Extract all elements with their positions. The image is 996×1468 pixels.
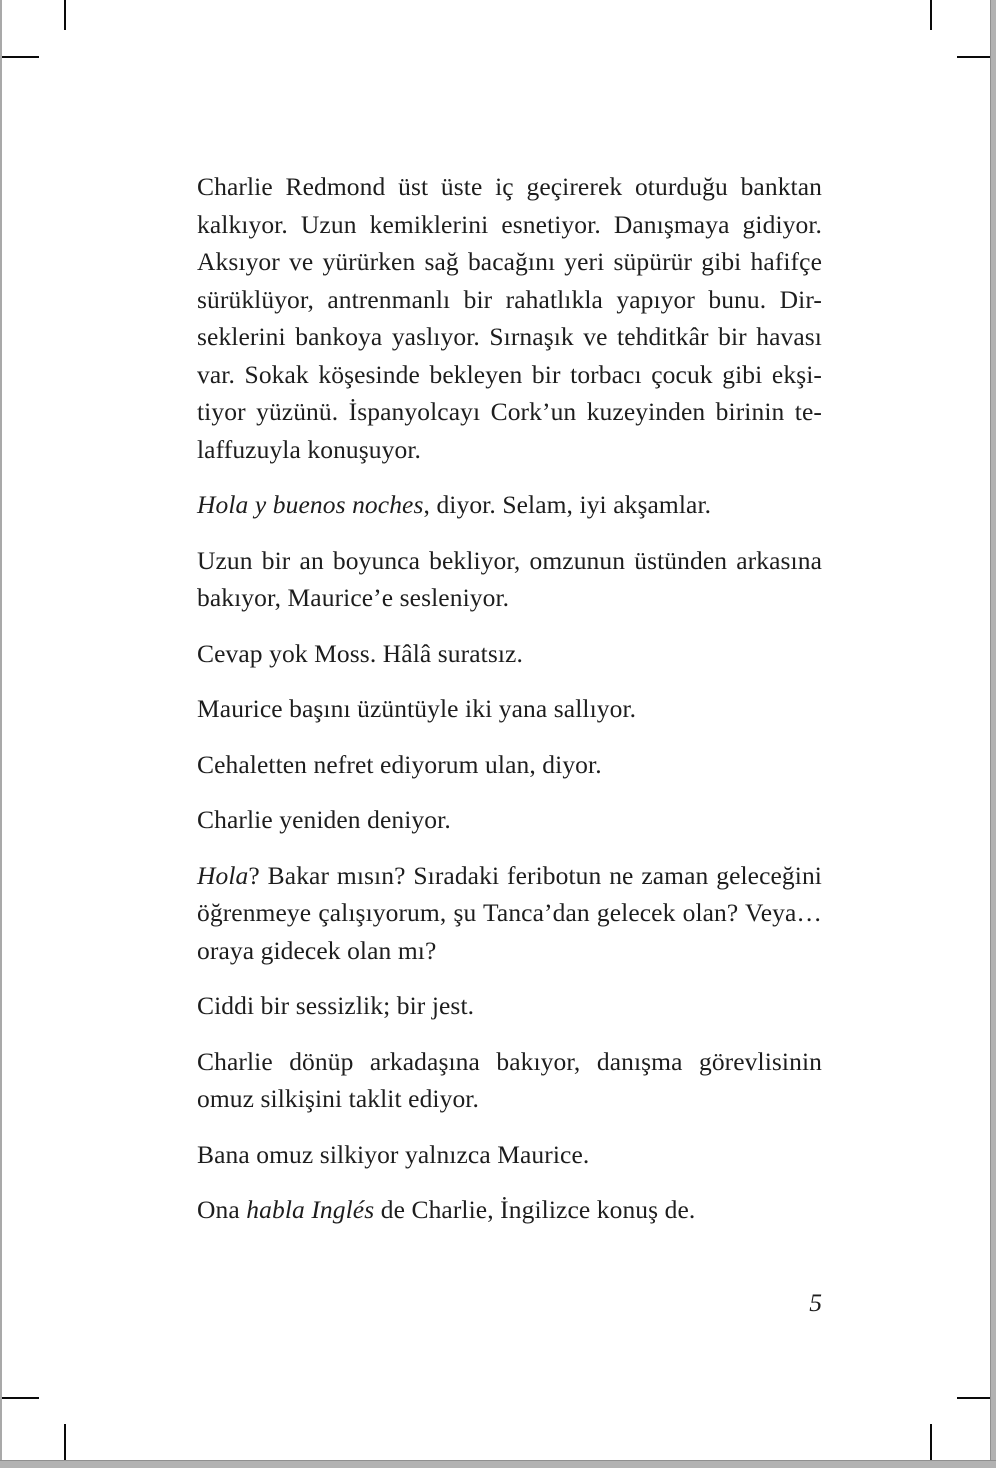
text-segment: Bana omuz silkiyor yalnızca Maurice. [197,1139,590,1169]
text-segment: Charlie dönüp arkadaşına bakıyor, danışma görevlisinin [197,1046,822,1076]
text-segment: laffuzuyla konuşuyor. [197,434,422,464]
paragraph [197,801,822,839]
text-segment: Charlie yeniden deniyor. [197,805,451,834]
text-line [197,281,822,319]
paragraph [197,1191,822,1229]
page-edge-right [990,0,996,1468]
text-line [197,243,822,281]
text-line [197,1080,822,1118]
text-line [197,356,822,394]
italic-text-segment: Hola y buenos noches [197,490,424,519]
text-segment: var. Sokak köşesinde bekleyen bir torbacı çocuk gibi ekşi- [197,359,822,389]
crop-mark-bottom-right-vertical [930,1424,932,1461]
paragraph [197,542,822,617]
text-segment: oraya gidecek olan mı? [197,935,437,965]
text-segment: kalkıyor. Uzun kemiklerini esnetiyor. Danışmaya gidiyor. [197,209,822,239]
page-number: 5 [809,1288,822,1317]
page-edge-left [0,0,2,1468]
text-segment: Charlie Redmond üst üste iç geçirerek oturduğu banktan [197,172,822,201]
text-segment: bakıyor, Maurice’e sesleniyor. [197,583,510,612]
italic-text-segment: habla Inglés [246,1195,375,1224]
text-line [197,579,822,617]
paragraph [197,987,822,1025]
paragraph [197,690,822,728]
text-segment: omuz silkişini taklit ediyor. [197,1084,479,1113]
text-line [197,393,822,431]
text-line [197,746,822,784]
text-segment: , diyor. Selam, iyi akşamlar. [423,490,712,519]
crop-mark-bottom-left-horizontal [2,1397,39,1399]
body-text [197,168,822,1229]
text-segment: Uzun bir an boyunca bekliyor, omzunun üstünden arkasına [197,545,822,575]
text-line [197,1191,822,1229]
text-line [197,635,822,673]
paragraph [197,635,822,673]
text-line [197,1136,822,1174]
text-segment: sürüklüyor, antrenmanlı bir rahatlıkla yapıyor bunu. Dir- [197,284,822,314]
text-line [197,542,822,580]
text-segment: tiyor yüzünü. İspanyolcayı Cork’un kuzeyinden birinin te- [197,397,822,426]
text-segment: Cevap yok Moss. Hâlâ suratsız. [197,638,523,668]
paragraph [197,486,822,524]
crop-mark-bottom-left-vertical [64,1424,66,1461]
paragraph [197,746,822,784]
text-segment: öğrenmeye çalışıyorum, şu Tanca’dan gelecek olan? Veya… [197,898,822,927]
paragraph [197,857,822,970]
text-line [197,690,822,728]
text-line [197,894,822,932]
text-line [197,206,822,244]
text-line [197,1043,822,1081]
crop-mark-bottom-right-horizontal [957,1397,990,1399]
paragraph [197,1043,822,1118]
text-segment: ? Bakar mısın? Sıradaki feribotun ne zaman geleceğini [248,860,822,890]
paragraph [197,1136,822,1174]
text-segment: Maurice başını üzüntüyle iki yana sallıyor. [197,694,637,723]
page-edge-bottom [0,1460,996,1468]
text-line [197,987,822,1025]
text-line [197,932,822,970]
text-line [197,431,822,469]
text-line [197,168,822,206]
text-segment: seklerini bankoya yaslıyor. Sırnaşık ve tehditkâr bir havası [197,322,822,351]
text-segment: Ciddi bir sessizlik; bir jest. [197,991,475,1020]
paragraph [197,168,822,468]
text-segment: Cehaletten nefret ediyorum ulan, diyor. [197,749,602,779]
crop-mark-top-left-vertical [64,0,66,30]
crop-mark-top-right-vertical [930,0,932,30]
text-line [197,857,822,895]
italic-text-segment: Hola [197,860,249,890]
text-segment: Ona [197,1195,247,1224]
text-line [197,318,822,356]
text-segment: Aksıyor ve yürürken sağ bacağını yeri süpürür gibi hafifçe [197,247,822,276]
crop-mark-top-left-horizontal [2,56,39,58]
crop-mark-top-right-horizontal [957,56,990,58]
text-line [197,801,822,839]
text-line [197,486,822,524]
text-segment: de Charlie, İngilizce konuş de. [374,1195,696,1224]
